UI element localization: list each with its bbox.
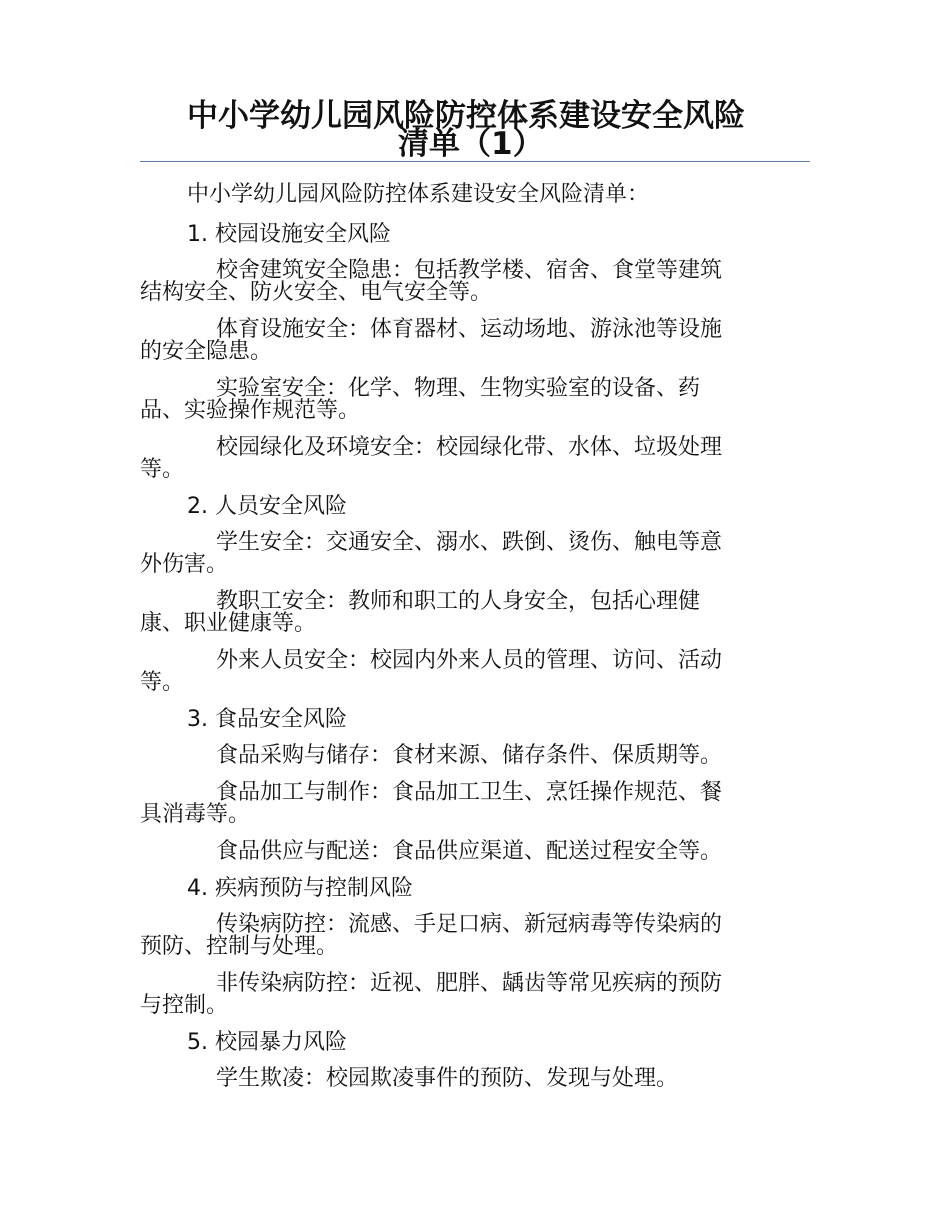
- title-line-1: 中小学幼儿园风险防控体系建设安全风险: [187, 98, 745, 134]
- item-line-1: 体育设施安全：体育器材、运动场地、游泳池等设施: [216, 317, 723, 342]
- item-line-2: 外伤害。: [140, 552, 229, 577]
- list-item: [140, 372, 810, 431]
- item-line-2: 康、职业健康等。: [140, 611, 317, 636]
- item-line-1: 校舍建筑安全隐患：包括教学楼、宿舍、食堂等建筑: [216, 258, 723, 283]
- list-item: [140, 967, 810, 1026]
- list-item: [140, 431, 810, 490]
- intro-paragraph: 中小学幼儿园风险防控体系建设安全风险清单：: [187, 182, 650, 207]
- list-item: [140, 313, 810, 372]
- list-item: [140, 526, 810, 585]
- item-line-2: 与控制。: [140, 993, 229, 1018]
- item-line-1: 教职工安全：教师和职工的人身安全，包括心理健: [216, 589, 701, 614]
- section-heading: 4. 疾病预防与控制风险: [187, 876, 413, 901]
- item-line-2: 等。: [140, 457, 185, 482]
- item-line-1: 实验室安全：化学、物理、生物实验室的设备、药: [216, 376, 701, 401]
- document-body: [140, 178, 810, 1099]
- item-line-2: 等。: [140, 670, 185, 695]
- list-item: [140, 644, 810, 703]
- document-title: [140, 98, 810, 162]
- list-item: [140, 254, 810, 313]
- item-line-2: 预防、控制与处理。: [140, 934, 339, 959]
- item-line-2: 的安全隐患。: [140, 339, 273, 364]
- item-line-1: 食品加工与制作：食品加工卫生、烹饪操作规范、餐: [216, 780, 723, 805]
- list-item: [140, 585, 810, 644]
- title-underline: [140, 161, 810, 162]
- item-line-2: 品、实验操作规范等。: [140, 398, 361, 423]
- list-item: [140, 739, 810, 776]
- item-line-2: 结构安全、防火安全、电气安全等。: [140, 280, 493, 305]
- section-heading: 2. 人员安全风险: [187, 494, 347, 519]
- item-line-1: 校园绿化及环境安全：校园绿化带、水体、垃圾处理: [216, 435, 723, 460]
- section-heading: 3. 食品安全风险: [187, 707, 347, 732]
- item-line-1: 非传染病防控：近视、肥胖、龋齿等常见疾病的预防: [216, 971, 723, 996]
- list-item: [140, 776, 810, 835]
- item-line-2: 具消毒等。: [140, 802, 251, 827]
- item-line-1: 传染病防控：流感、手足口病、新冠病毒等传染病的: [216, 912, 723, 937]
- item-line-1: 食品采购与储存：食材来源、储存条件、保质期等。: [216, 743, 723, 768]
- item-line-1: 外来人员安全：校园内外来人员的管理、访问、活动: [216, 648, 723, 673]
- section-heading: 5. 校园暴力风险: [187, 1030, 347, 1055]
- section-heading: 1. 校园设施安全风险: [187, 222, 391, 247]
- item-line-1: 学生欺凌：校园欺凌事件的预防、发现与处理。: [216, 1066, 679, 1091]
- item-line-1: 学生安全：交通安全、溺水、跌倒、烫伤、触电等意: [216, 530, 723, 555]
- list-item: [140, 835, 810, 872]
- title-line-2: 清单（1）: [398, 126, 544, 162]
- item-line-1: 食品供应与配送：食品供应渠道、配送过程安全等。: [216, 839, 723, 864]
- list-item: [140, 1062, 810, 1099]
- list-item: [140, 908, 810, 967]
